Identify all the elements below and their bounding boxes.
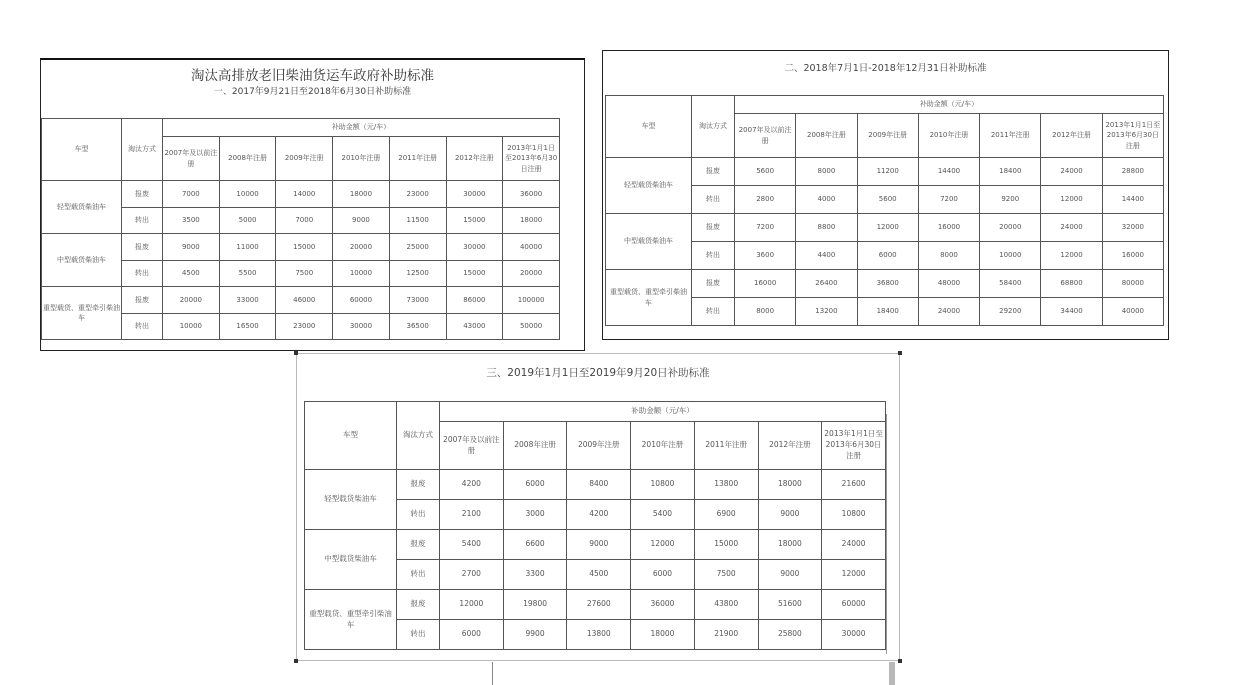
amount-cell: 25800 [758, 620, 822, 650]
year-header: 2011年注册 [694, 422, 758, 470]
year-header: 2013年1月1日至2013年6月30日注册 [1102, 114, 1163, 158]
header-vehicle-type: 车型 [606, 96, 692, 158]
table-row [305, 590, 886, 620]
amount-cell: 12000 [1041, 186, 1102, 214]
amount-cell: 18000 [758, 470, 822, 500]
amount-cell: 3500 [163, 207, 220, 234]
vehicle-type-cell: 重型载货、重型牵引柴油车 [305, 590, 397, 650]
amount-cell: 30000 [446, 234, 503, 261]
amount-cell: 18000 [631, 620, 695, 650]
amount-cell: 11500 [389, 207, 446, 234]
year-header: 2008年注册 [219, 137, 276, 181]
year-header: 2008年注册 [796, 114, 857, 158]
method-cell: 报废 [397, 590, 440, 620]
amount-cell: 24000 [822, 530, 886, 560]
year-header: 2012年注册 [758, 422, 822, 470]
amount-cell: 3000 [503, 500, 567, 530]
header-vehicle-type: 车型 [42, 119, 122, 181]
header-amount: 补助金额（元/车） [163, 119, 560, 137]
amount-cell: 36500 [389, 313, 446, 340]
year-header: 2011年注册 [980, 114, 1041, 158]
resize-handle-bottom-left[interactable] [294, 659, 298, 663]
amount-cell: 86000 [446, 287, 503, 314]
table-row [305, 470, 886, 500]
amount-cell: 43800 [694, 590, 758, 620]
year-header: 2007年及以前注册 [163, 137, 220, 181]
table2-title: 二、2018年7月1日-2018年12月31日补助标准 [784, 63, 987, 74]
method-cell: 报废 [122, 287, 163, 314]
amount-cell: 60000 [822, 590, 886, 620]
method-cell: 报废 [122, 234, 163, 261]
amount-cell: 9000 [333, 207, 390, 234]
amount-cell: 10000 [333, 260, 390, 287]
year-header: 2009年注册 [567, 422, 631, 470]
year-header: 2007年及以前注册 [440, 422, 504, 470]
year-header: 2012年注册 [446, 137, 503, 181]
amount-cell: 8000 [796, 158, 857, 186]
amount-cell: 100000 [503, 287, 560, 314]
amount-cell: 20000 [980, 214, 1041, 242]
amount-cell: 33000 [219, 287, 276, 314]
table-row [305, 530, 886, 560]
amount-cell: 15000 [276, 234, 333, 261]
amount-cell: 20000 [503, 260, 560, 287]
amount-cell: 7500 [276, 260, 333, 287]
amount-cell: 12000 [822, 560, 886, 590]
amount-cell: 60000 [333, 287, 390, 314]
amount-cell: 11000 [219, 234, 276, 261]
amount-cell: 2100 [440, 500, 504, 530]
amount-cell: 4000 [796, 186, 857, 214]
year-header: 2009年注册 [276, 137, 333, 181]
method-cell: 转出 [397, 500, 440, 530]
year-header: 2010年注册 [918, 114, 979, 158]
amount-cell: 4400 [796, 242, 857, 270]
table-row [42, 234, 560, 261]
resize-handle-bottom-right[interactable] [898, 659, 902, 663]
amount-cell: 16000 [918, 214, 979, 242]
amount-cell: 7200 [735, 214, 796, 242]
method-cell: 转出 [122, 313, 163, 340]
method-cell: 转出 [397, 560, 440, 590]
subsidy-table-panel-2 [602, 50, 1169, 340]
amount-cell: 3600 [735, 242, 796, 270]
amount-cell: 18000 [503, 207, 560, 234]
subsidy-table-panel-1 [40, 58, 585, 351]
amount-cell: 10800 [822, 500, 886, 530]
amount-cell: 23000 [276, 313, 333, 340]
amount-cell: 24000 [1041, 158, 1102, 186]
amount-cell: 10000 [163, 313, 220, 340]
amount-cell: 13800 [567, 620, 631, 650]
header-method: 淘汰方式 [397, 402, 440, 470]
amount-cell: 16000 [1102, 242, 1163, 270]
method-cell: 转出 [397, 620, 440, 650]
amount-cell: 5500 [219, 260, 276, 287]
amount-cell: 5400 [440, 530, 504, 560]
amount-cell: 24000 [918, 298, 979, 326]
amount-cell: 28800 [1102, 158, 1163, 186]
amount-cell: 27600 [567, 590, 631, 620]
amount-cell: 8400 [567, 470, 631, 500]
year-header: 2009年注册 [857, 114, 918, 158]
amount-cell: 13800 [694, 470, 758, 500]
amount-cell: 5600 [857, 186, 918, 214]
amount-cell: 50000 [503, 313, 560, 340]
amount-cell: 6000 [503, 470, 567, 500]
year-header: 2013年1月1日至2013年6月30日注册 [503, 137, 560, 181]
year-header: 2012年注册 [1041, 114, 1102, 158]
amount-cell: 10000 [980, 242, 1041, 270]
amount-cell: 10000 [219, 181, 276, 208]
amount-cell: 6900 [694, 500, 758, 530]
amount-cell: 4500 [567, 560, 631, 590]
amount-cell: 12500 [389, 260, 446, 287]
amount-cell: 40000 [503, 234, 560, 261]
amount-cell: 16500 [219, 313, 276, 340]
amount-cell: 4200 [567, 500, 631, 530]
vehicle-type-cell: 中型载货柴油车 [42, 234, 122, 287]
amount-cell: 48000 [918, 270, 979, 298]
year-header: 2007年及以前注册 [735, 114, 796, 158]
table-row [606, 214, 1164, 242]
table-row [606, 270, 1164, 298]
page-edge-marks [886, 414, 887, 654]
subsidy-table-panel-3 [296, 353, 900, 661]
amount-cell: 15000 [694, 530, 758, 560]
amount-cell: 9000 [758, 560, 822, 590]
amount-cell: 58400 [980, 270, 1041, 298]
vehicle-type-cell: 重型载货、重型牵引柴油车 [42, 287, 122, 340]
amount-cell: 7200 [918, 186, 979, 214]
method-cell: 转出 [692, 186, 735, 214]
amount-cell: 12000 [440, 590, 504, 620]
subsidy-table-2 [605, 95, 1164, 326]
amount-cell: 9000 [758, 500, 822, 530]
method-cell: 报废 [692, 158, 735, 186]
amount-cell: 32000 [1102, 214, 1163, 242]
method-cell: 转出 [122, 260, 163, 287]
amount-cell: 20000 [333, 234, 390, 261]
method-cell: 转出 [692, 242, 735, 270]
amount-cell: 4200 [440, 470, 504, 500]
vehicle-type-cell: 轻型载货柴油车 [606, 158, 692, 214]
year-header: 2008年注册 [503, 422, 567, 470]
table-row [606, 158, 1164, 186]
vehicle-type-cell: 重型载货、重型牵引柴油车 [606, 270, 692, 326]
amount-cell: 7500 [694, 560, 758, 590]
amount-cell: 2800 [735, 186, 796, 214]
method-cell: 转出 [692, 298, 735, 326]
amount-cell: 24000 [1041, 214, 1102, 242]
amount-cell: 34400 [1041, 298, 1102, 326]
amount-cell: 4500 [163, 260, 220, 287]
amount-cell: 9200 [980, 186, 1041, 214]
table-row [42, 181, 560, 208]
method-cell: 报废 [692, 270, 735, 298]
amount-cell: 21600 [822, 470, 886, 500]
amount-cell: 80000 [1102, 270, 1163, 298]
amount-cell: 19800 [503, 590, 567, 620]
amount-cell: 21900 [694, 620, 758, 650]
amount-cell: 36000 [503, 181, 560, 208]
amount-cell: 9000 [163, 234, 220, 261]
amount-cell: 46000 [276, 287, 333, 314]
amount-cell: 36000 [631, 590, 695, 620]
year-header: 2010年注册 [631, 422, 695, 470]
subsidy-table-1 [41, 118, 560, 340]
amount-cell: 14400 [918, 158, 979, 186]
amount-cell: 9000 [567, 530, 631, 560]
amount-cell: 5400 [631, 500, 695, 530]
amount-cell: 29200 [980, 298, 1041, 326]
amount-cell: 7000 [163, 181, 220, 208]
vehicle-type-cell: 轻型载货柴油车 [305, 470, 397, 530]
subsidy-table-3 [304, 401, 886, 650]
amount-cell: 6000 [857, 242, 918, 270]
amount-cell: 14400 [1102, 186, 1163, 214]
amount-cell: 30000 [333, 313, 390, 340]
amount-cell: 30000 [822, 620, 886, 650]
amount-cell: 6000 [631, 560, 695, 590]
amount-cell: 18000 [758, 530, 822, 560]
amount-cell: 5000 [219, 207, 276, 234]
year-header: 2013年1月1日至2013年6月30日注册 [822, 422, 886, 470]
method-cell: 报废 [397, 530, 440, 560]
header-amount: 补助金额（元/车） [440, 402, 886, 422]
table-row [42, 287, 560, 314]
vehicle-type-cell: 中型载货柴油车 [606, 214, 692, 270]
amount-cell: 10800 [631, 470, 695, 500]
amount-cell: 23000 [389, 181, 446, 208]
resize-handle-top-right[interactable] [898, 351, 902, 355]
table1-subtitle: 一、2017年9月21日至2018年6月30日补助标准 [213, 87, 412, 97]
table3-title: 三、2019年1月1日至2019年9月20日补助标准 [486, 367, 710, 379]
amount-cell: 2700 [440, 560, 504, 590]
resize-handle-top-left[interactable] [294, 351, 298, 355]
amount-cell: 26400 [796, 270, 857, 298]
amount-cell: 20000 [163, 287, 220, 314]
amount-cell: 13200 [796, 298, 857, 326]
amount-cell: 25000 [389, 234, 446, 261]
amount-cell: 51600 [758, 590, 822, 620]
amount-cell: 40000 [1102, 298, 1163, 326]
amount-cell: 15000 [446, 207, 503, 234]
document-title: 淘汰高排放老旧柴油货运车政府补助标准 [191, 68, 434, 84]
method-cell: 报废 [122, 181, 163, 208]
method-cell: 转出 [122, 207, 163, 234]
vehicle-type-cell: 轻型载货柴油车 [42, 181, 122, 234]
scrollbar-thumb[interactable] [889, 662, 895, 685]
header-row [606, 96, 1164, 114]
year-header: 2011年注册 [389, 137, 446, 181]
amount-cell: 43000 [446, 313, 503, 340]
amount-cell: 15000 [446, 260, 503, 287]
vehicle-type-cell: 中型载货柴油车 [305, 530, 397, 590]
text-cursor-line [492, 662, 493, 685]
amount-cell: 73000 [389, 287, 446, 314]
amount-cell: 16000 [735, 270, 796, 298]
header-amount: 补助金额（元/车） [735, 96, 1164, 114]
amount-cell: 8800 [796, 214, 857, 242]
amount-cell: 12000 [1041, 242, 1102, 270]
amount-cell: 18400 [857, 298, 918, 326]
amount-cell: 68800 [1041, 270, 1102, 298]
amount-cell: 36800 [857, 270, 918, 298]
amount-cell: 5600 [735, 158, 796, 186]
method-cell: 报废 [692, 214, 735, 242]
amount-cell: 12000 [857, 214, 918, 242]
amount-cell: 11200 [857, 158, 918, 186]
amount-cell: 30000 [446, 181, 503, 208]
header-method: 淘汰方式 [692, 96, 735, 158]
header-method: 淘汰方式 [122, 119, 163, 181]
amount-cell: 6000 [440, 620, 504, 650]
amount-cell: 14000 [276, 181, 333, 208]
amount-cell: 7000 [276, 207, 333, 234]
amount-cell: 12000 [631, 530, 695, 560]
year-header: 2010年注册 [333, 137, 390, 181]
header-vehicle-type: 车型 [305, 402, 397, 470]
amount-cell: 9900 [503, 620, 567, 650]
amount-cell: 8000 [918, 242, 979, 270]
amount-cell: 18000 [333, 181, 390, 208]
amount-cell: 8000 [735, 298, 796, 326]
amount-cell: 3300 [503, 560, 567, 590]
method-cell: 报废 [397, 470, 440, 500]
amount-cell: 18400 [980, 158, 1041, 186]
header-row [42, 119, 560, 137]
header-row [305, 402, 886, 422]
amount-cell: 6600 [503, 530, 567, 560]
